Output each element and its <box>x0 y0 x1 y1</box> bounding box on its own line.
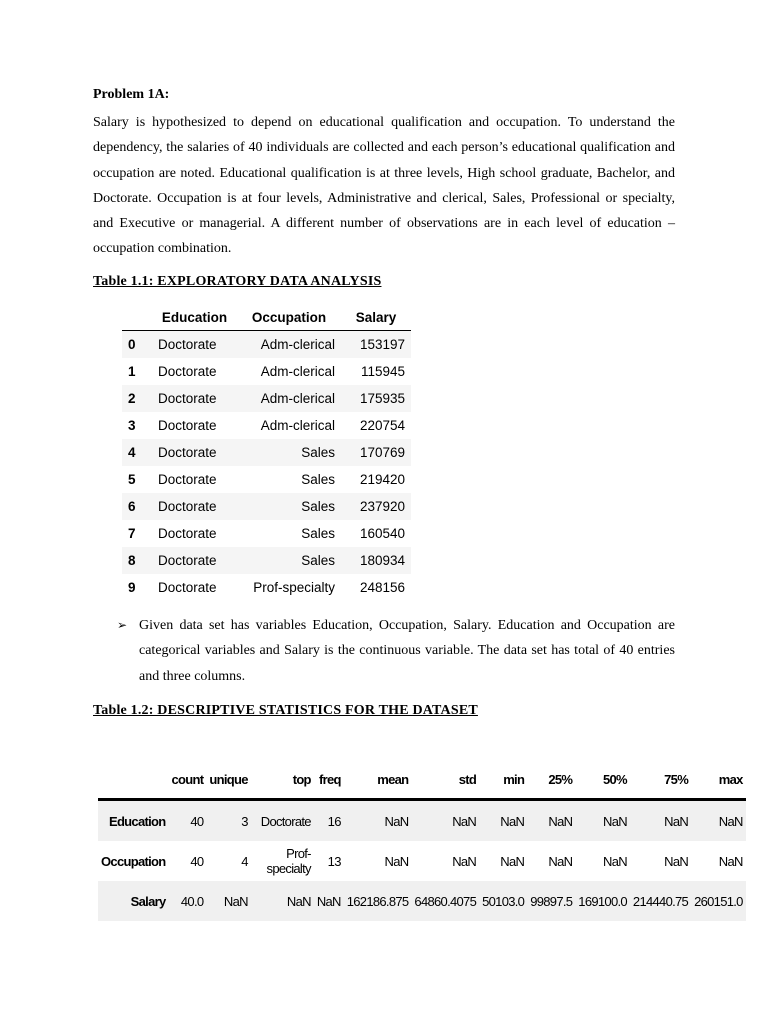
cell-occupation: Adm-clerical <box>260 364 335 379</box>
desc-header-50: 50% <box>575 760 630 800</box>
cell-occupation: Adm-clerical <box>237 385 341 412</box>
table-row <box>122 358 411 385</box>
cell-50: NaN <box>575 800 630 842</box>
cell-freq: NaN <box>314 881 344 921</box>
cell-50: 169100.0 <box>575 881 630 921</box>
cell-education: Doctorate <box>152 439 237 466</box>
row-index: 4 <box>122 439 152 466</box>
desc-header-75: 75% <box>630 760 691 800</box>
cell-unique: 3 <box>206 800 250 842</box>
table-row <box>122 574 411 601</box>
cell-mean: 162186.875 <box>344 881 412 921</box>
cell-education: Doctorate <box>158 364 217 379</box>
cell-min: NaN <box>479 800 527 842</box>
cell-salary: 220754 <box>359 418 405 433</box>
cell-salary: 219420 <box>359 472 405 487</box>
table-1-caption: Table 1.1: EXPLORATORY DATA ANALYSIS <box>93 274 382 289</box>
cell-max: 260151.0 <box>691 881 746 921</box>
desc-header-count: count <box>169 760 207 800</box>
row-index: 8 <box>122 547 152 574</box>
desc-header-row <box>98 760 746 800</box>
cell-occupation: Sales <box>237 493 341 520</box>
cell-count: 40 <box>190 853 204 869</box>
cell-75: 214440.75 <box>630 881 691 921</box>
desc-header-std: std <box>411 760 479 800</box>
table-row <box>98 800 746 842</box>
bullet-item <box>117 613 675 689</box>
cell-salary: 180934 <box>341 547 411 574</box>
table-row <box>122 412 411 439</box>
cell-25: 99897.5 <box>527 881 575 921</box>
desc-header-mean: mean <box>344 760 412 800</box>
cell-top: NaN <box>251 881 314 921</box>
desc-header-max: max <box>691 760 746 800</box>
cell-education: Doctorate <box>152 547 237 574</box>
eda-header-occupation: Occupation <box>237 304 341 331</box>
row-label: Occupation <box>101 853 166 869</box>
table-row <box>122 547 411 574</box>
cell-salary: 115945 <box>360 364 405 379</box>
cell-count: 40 <box>169 800 207 842</box>
arrow-bullet-icon: ➢ <box>117 618 128 632</box>
cell-occupation: Adm-clerical <box>237 331 341 359</box>
row-index: 6 <box>122 493 152 520</box>
cell-education: Doctorate <box>158 472 217 487</box>
cell-education: Doctorate <box>152 493 237 520</box>
row-index: 0 <box>122 331 152 359</box>
cell-mean: NaN <box>384 853 409 869</box>
cell-max: NaN <box>691 800 746 842</box>
desc-header-25: 25% <box>527 760 575 800</box>
desc-header-min: min <box>479 760 527 800</box>
eda-header-row <box>122 304 411 331</box>
cell-salary: 153197 <box>341 331 411 359</box>
row-index: 1 <box>128 364 136 379</box>
cell-std: NaN <box>411 800 479 842</box>
cell-top: Doctorate <box>251 800 314 842</box>
row-index: 5 <box>128 472 136 487</box>
cell-occupation: Sales <box>301 526 335 541</box>
cell-50: NaN <box>603 853 627 869</box>
table-row <box>122 385 411 412</box>
desc-header-top: top <box>251 760 314 800</box>
eda-table <box>122 304 411 601</box>
desc-header-freq: freq <box>314 760 344 800</box>
desc-header-blank <box>98 760 169 800</box>
table-row <box>122 439 411 466</box>
problem-paragraph: Salary is hypothesized to depend on educational qualification and occupation. To understand the dependency, the salaries of 40 individuals are collected and each person’s educational qualification and occupation are noted. Educational qualification is at three levels, High school graduate, Bachelor, and Doctorate. Occupation is at four levels, Administrative and clerical, Sales, Professional or specialty, and Executive or managerial. A different number of observations are in each level of education – occupation combination. <box>93 115 675 257</box>
cell-min: 50103.0 <box>479 881 527 921</box>
cell-freq: 13 <box>327 853 341 869</box>
table-row <box>122 493 411 520</box>
eda-header-salary: Salary <box>341 304 411 331</box>
table-row <box>122 466 411 493</box>
table-row <box>98 881 746 921</box>
cell-top: Prof-specialty <box>266 846 311 876</box>
cell-max: NaN <box>718 853 743 869</box>
eda-header-index <box>122 304 152 331</box>
cell-occupation: Prof-specialty <box>253 580 335 595</box>
problem-title: Problem 1A: <box>93 87 170 102</box>
cell-education: Doctorate <box>152 331 237 359</box>
cell-min: NaN <box>500 853 525 869</box>
cell-education: Doctorate <box>158 418 217 433</box>
row-index: 2 <box>122 385 152 412</box>
row-index: 7 <box>128 526 136 541</box>
cell-freq: 16 <box>314 800 344 842</box>
cell-salary: 175935 <box>341 385 411 412</box>
cell-std: 64860.4075 <box>411 881 479 921</box>
row-label: Salary <box>98 881 169 921</box>
table-row <box>122 520 411 547</box>
cell-salary: 160540 <box>359 526 405 541</box>
desc-header-unique: unique <box>206 760 250 800</box>
cell-salary: 170769 <box>341 439 411 466</box>
cell-unique: 4 <box>241 853 248 869</box>
cell-occupation: Adm-clerical <box>260 418 335 433</box>
cell-unique: NaN <box>206 881 250 921</box>
cell-education: Doctorate <box>152 385 237 412</box>
row-label: Education <box>98 800 169 842</box>
descriptive-stats-table <box>98 760 746 921</box>
cell-salary: 237920 <box>341 493 411 520</box>
table-row <box>122 331 411 359</box>
cell-occupation: Sales <box>237 439 341 466</box>
eda-header-education: Education <box>152 304 237 331</box>
cell-75: NaN <box>630 800 691 842</box>
cell-occupation: Sales <box>237 547 341 574</box>
cell-25: NaN <box>527 800 575 842</box>
table-row <box>98 841 746 881</box>
cell-std: NaN <box>452 853 477 869</box>
table-2-caption: Table 1.2: DESCRIPTIVE STATISTICS FOR THE DATASET <box>93 703 478 718</box>
cell-education: Doctorate <box>158 526 217 541</box>
row-index: 3 <box>128 418 136 433</box>
cell-75: NaN <box>664 853 689 869</box>
cell-salary: 248156 <box>359 580 405 595</box>
cell-count: 40.0 <box>169 881 207 921</box>
cell-occupation: Sales <box>301 472 335 487</box>
bullet-text: Given data set has variables Education, Occupation, Salary. Education and Occupation are categorical variables and Salary is the continuous variable. The data set has total of 40 entries and three columns. <box>139 618 675 684</box>
cell-25: NaN <box>548 853 573 869</box>
cell-mean: NaN <box>344 800 412 842</box>
cell-education: Doctorate <box>158 580 217 595</box>
row-index: 9 <box>128 580 136 595</box>
